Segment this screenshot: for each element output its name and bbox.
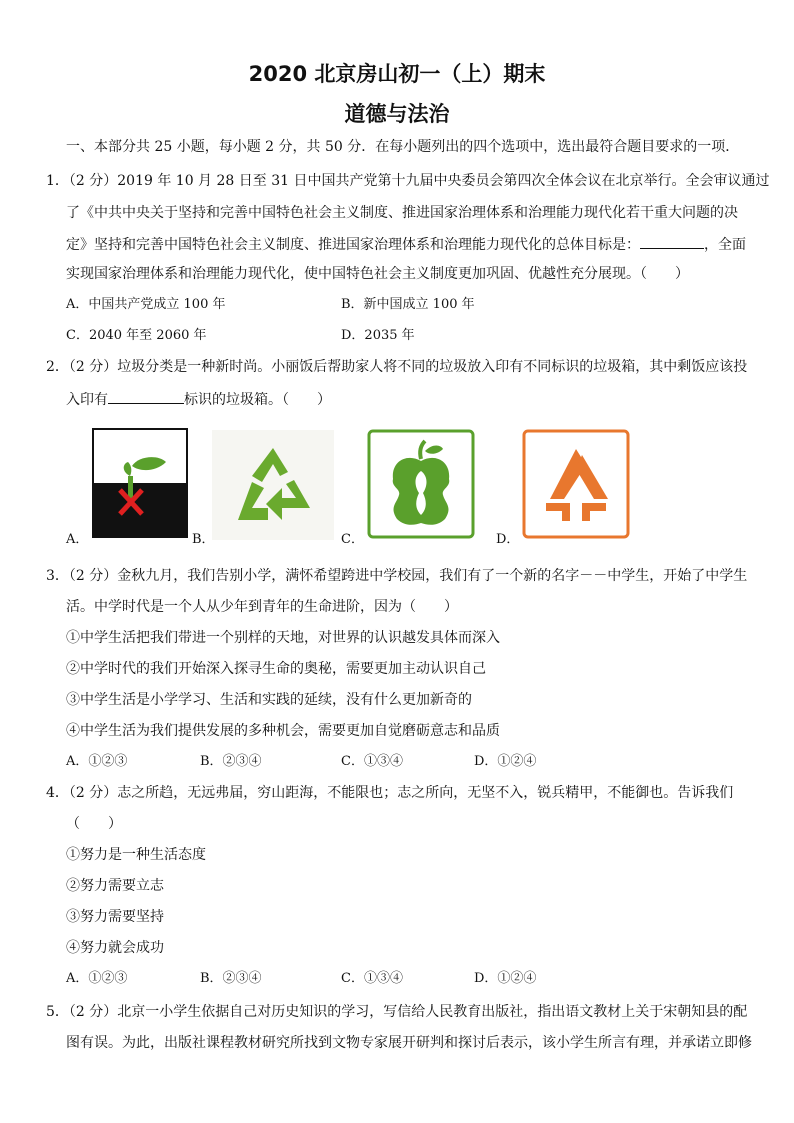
q2-line2 bbox=[66, 389, 331, 409]
q2-option-d[interactable]: D． bbox=[496, 532, 520, 547]
q3-statement-1: ①中学生活把我们带进一个别样的天地，对世界的认识越发具体而深入 bbox=[66, 630, 500, 646]
q4-option-c[interactable]: C．①③④ bbox=[341, 971, 403, 986]
q2-option-b[interactable]: B． bbox=[192, 532, 215, 547]
q4-statement-3: ③努力需要坚持 bbox=[66, 909, 164, 925]
q2-answer-blank bbox=[108, 389, 184, 404]
q5-line2: 图有误。为此，出版社课程教材研究所找到文物专家展开研判和探讨后表示，该小学生所言有理，并承诺立即修 bbox=[66, 1035, 752, 1051]
q4-statement-2: ②努力需要立志 bbox=[66, 878, 164, 894]
q1-line3-pre: 定》坚持和完善中国特色社会主义制度、推进国家治理体系和治理能力现代化的总体目标是： bbox=[66, 237, 640, 253]
section-intro: 一、本部分共 25 小题，每小题 2 分，共 50 分．在每小题列出的四个选项中，选出最符合题目要求的一项． bbox=[66, 139, 740, 155]
page-title: 2020 北京房山初一（上）期末 bbox=[248, 62, 546, 86]
q2-line1: 2．（2 分）垃圾分类是一种新时尚。小丽饭后帮助家人将不同的垃圾放入印有不同标识的垃圾箱，其中剩饭应该投 bbox=[46, 359, 748, 375]
q1-option-d[interactable]: D．2035 年 bbox=[341, 328, 415, 343]
q3-option-c[interactable]: C．①③④ bbox=[341, 754, 403, 769]
q5-line1: 5．（2 分）北京一小学生依据自己对历史知识的学习，写信给人民教育出版社，指出语文教材上关于宋朝知县的配 bbox=[46, 1004, 748, 1020]
q1-option-b[interactable]: B．新中国成立 100 年 bbox=[341, 297, 475, 312]
hazardous-waste-icon bbox=[522, 429, 630, 539]
q1-option-a[interactable]: A．中国共产党成立 100 年 bbox=[66, 297, 226, 312]
other-waste-icon bbox=[92, 428, 188, 538]
q1-line3-post: ，全面 bbox=[704, 237, 746, 253]
q3-line2: 活。中学时代是一个人从少年到青年的生命进阶，因为（ ） bbox=[66, 599, 458, 615]
q2-line2-pre: 入印有 bbox=[66, 392, 108, 408]
q3-option-b[interactable]: B．②③④ bbox=[200, 754, 262, 769]
q1-line3 bbox=[66, 234, 746, 254]
q4-option-a[interactable]: A．①②③ bbox=[66, 971, 128, 986]
q4-line2: （ ） bbox=[66, 816, 122, 832]
q1-answer-blank bbox=[640, 234, 704, 249]
q2-line2-post: 标识的垃圾箱。（ ） bbox=[184, 392, 331, 408]
q3-option-a[interactable]: A．①②③ bbox=[66, 754, 128, 769]
q1-line1: 1．（2 分）2019 年 10 月 28 日至 31 日中国共产党第十九届中央委员会第四次全体会议在北京举行。全会审议通过 bbox=[46, 173, 770, 189]
q3-statement-3: ③中学生活是小学学习、生活和实践的延续，没有什么更加新奇的 bbox=[66, 692, 472, 708]
q4-option-b[interactable]: B．②③④ bbox=[200, 971, 262, 986]
q2-option-c[interactable]: C． bbox=[341, 532, 364, 547]
q4-statement-1: ①努力是一种生活态度 bbox=[66, 847, 206, 863]
q3-option-d[interactable]: D．①②④ bbox=[474, 754, 537, 769]
q1-line2: 了《中共中央关于坚持和完善中国特色社会主义制度、推进国家治理体系和治理能力现代化若干重大问题的决 bbox=[66, 205, 738, 221]
q4-line1: 4．（2 分）志之所趋，无远弗届，穷山距海，不能限也；志之所向，无坚不入，锐兵精甲，不能御也。告诉我们 bbox=[46, 785, 734, 801]
q1-option-c[interactable]: C．2040 年至 2060 年 bbox=[66, 328, 207, 343]
q1-line4: 实现国家治理体系和治理能力现代化，使中国特色社会主义制度更加巩固、优越性充分展现。（ ） bbox=[66, 266, 689, 282]
q3-statement-2: ②中学时代的我们开始深入探寻生命的奥秘，需要更加主动认识自己 bbox=[66, 661, 486, 677]
q2-option-a[interactable]: A． bbox=[66, 532, 89, 547]
q3-statement-4: ④中学生活为我们提供发展的多种机会，需要更加自觉磨砺意志和品质 bbox=[66, 723, 500, 739]
q3-line1: 3．（2 分）金秋九月，我们告别小学，满怀希望跨进中学校园，我们有了一个新的名字－－中学生，开始了中学生 bbox=[46, 568, 748, 584]
q4-option-d[interactable]: D．①②④ bbox=[474, 971, 537, 986]
food-waste-apple-icon bbox=[367, 429, 475, 539]
page-subtitle: 道德与法治 bbox=[344, 102, 450, 126]
q4-statement-4: ④努力就会成功 bbox=[66, 940, 164, 956]
recycle-icon bbox=[212, 430, 334, 540]
